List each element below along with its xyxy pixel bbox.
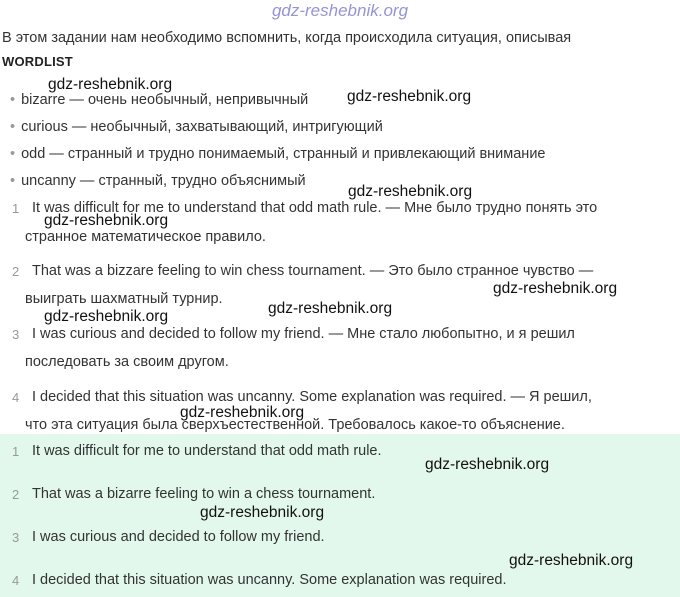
- translation-line: что эта ситуация была сверхъестественной. Требовалось какое-то объяснение.: [25, 417, 565, 433]
- watermark: gdz-reshebnik.org: [347, 88, 472, 105]
- watermark: gdz-reshebnik.org: [44, 308, 169, 325]
- wordlist-item: • uncanny — странный, трудно объяснимый: [10, 173, 306, 189]
- translation-number: 2: [12, 264, 20, 279]
- translation-line: That was a bizzare feeling to win chess tournament. — Это было странное чувство —: [32, 263, 594, 279]
- answer-line: I decided that this situation was uncanny. Some explanation was required.: [32, 572, 507, 588]
- bullet-dot-icon: •: [10, 119, 16, 135]
- watermark: gdz-reshebnik.org: [493, 280, 618, 297]
- intro-text: В этом задании нам необходимо вспомнить, когда происходила ситуация, описывая: [2, 30, 572, 46]
- watermark: gdz-reshebnik.org: [48, 76, 173, 93]
- wordlist-title: WORDLIST: [2, 54, 73, 69]
- translation-line: I was curious and decided to follow my friend. — Мне стало любопытно, и я решил: [32, 326, 575, 342]
- wordlist-item: • odd — странный и трудно понимаемый, странный и привлекающий внимание: [10, 146, 546, 162]
- translation-number: 1: [12, 201, 20, 216]
- watermark: gdz-reshebnik.org: [200, 504, 325, 521]
- translation-line: It was difficult for me to understand that odd math rule. — Мне было трудно понять это: [32, 200, 598, 216]
- translation-line: выиграть шахматный турнир.: [25, 291, 223, 307]
- watermark: gdz-reshebnik.org: [44, 212, 169, 229]
- answer-line: That was a bizarre feeling to win a chess tournament.: [32, 486, 376, 502]
- translation-number: 4: [12, 390, 20, 405]
- bullet-dot-icon: •: [10, 92, 16, 108]
- bullet-dot-icon: •: [10, 173, 16, 189]
- answer-line: It was difficult for me to understand that odd math rule.: [32, 443, 382, 459]
- translation-line: последовать за своим другом.: [25, 354, 229, 370]
- wordlist-item: • curious — необычный, захватывающий, интригующий: [10, 119, 383, 135]
- translation-number: 3: [12, 327, 20, 342]
- watermark: gdz-reshebnik.org: [348, 183, 473, 200]
- watermark: gdz-reshebnik.org: [509, 552, 634, 569]
- translation-line: I decided that this situation was uncanny. Some explanation was required. — Я решил,: [32, 389, 592, 405]
- watermark: gdz-reshebnik.org: [425, 456, 550, 473]
- watermark-header: gdz-reshebnik.org: [271, 1, 409, 20]
- answer-line: I was curious and decided to follow my friend.: [32, 529, 325, 545]
- answer-number: 1: [12, 444, 20, 459]
- translation-line: странное математическое правило.: [25, 229, 266, 245]
- wordlist-item: • bizarre — очень необычный, непривычный: [10, 92, 309, 108]
- bullet-dot-icon: •: [10, 146, 16, 162]
- answer-number: 3: [12, 530, 20, 545]
- answer-number: 4: [12, 573, 20, 588]
- answer-number: 2: [12, 487, 20, 502]
- watermark: gdz-reshebnik.org: [180, 404, 305, 421]
- watermark: gdz-reshebnik.org: [268, 300, 393, 317]
